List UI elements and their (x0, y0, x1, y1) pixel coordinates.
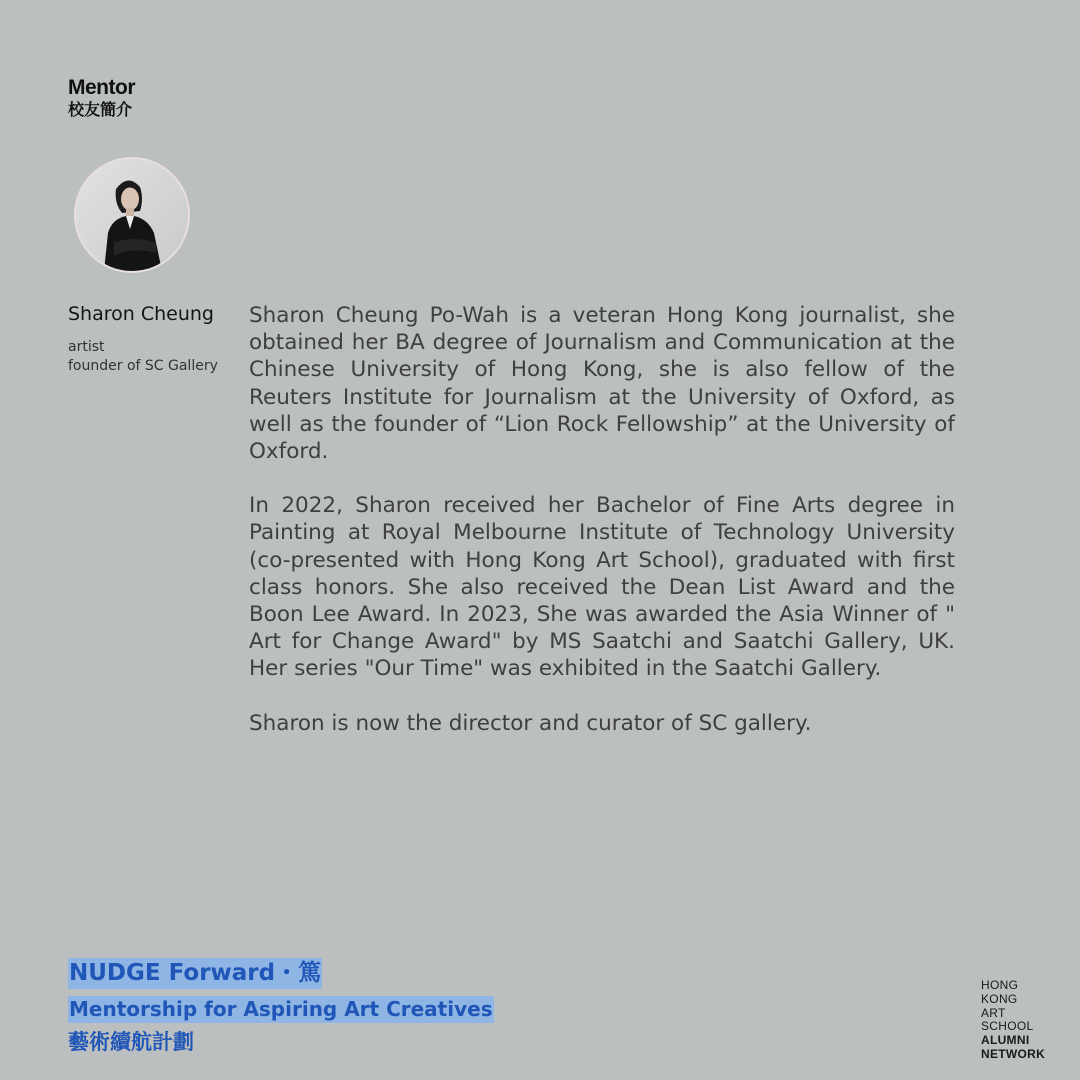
mentor-name: Sharon Cheung (68, 303, 214, 325)
program-footer (68, 958, 494, 1057)
program-subtitle-en: Mentorship for Aspiring Art Creatives (69, 997, 493, 1021)
bio-paragraph: In 2022, Sharon received her Bachelor of Fine Arts degree in Painting at Royal Melbourne Institute of Technology University (co-presented with Hong Kong Art School), graduated with first class honors. She also received the Dean List Award and the Boon Lee Award. In 2023, She was awarded the Asia Winner of " Art for Change Award" by MS Saatchi and Saatchi Gallery, UK. Her series "Our Time" was exhibited in the Saatchi Gallery. (249, 493, 955, 682)
mentor-info (68, 300, 240, 376)
program-subtitle-zh: 藝術續航計劃 (68, 1030, 194, 1054)
mentor-biography (249, 302, 955, 764)
logo-line-bold: ALUMNI (981, 1033, 1030, 1048)
page-header (68, 76, 135, 120)
logo-line: KONG (981, 991, 1018, 1006)
alumni-network-logo (981, 979, 1045, 1062)
bio-paragraph: Sharon Cheung Po-Wah is a veteran Hong Kong journalist, she obtained her BA degree of Journalism and Communication at the Chinese University of Hong Kong, she is also fellow of the Reuters Institute for Journalism at the University of Oxford, as well as the founder of “Lion Rock Fellowship” at the University of Oxford. (249, 303, 955, 465)
logo-line: HONG (981, 978, 1019, 992)
mentor-role: founder of SC Gallery (68, 358, 218, 374)
logo-line-bold: NETWORK (981, 1046, 1046, 1061)
bio-paragraph: Sharon is now the director and curator of SC gallery. (249, 710, 812, 736)
logo-line: ART (981, 1005, 1006, 1020)
portrait-photo-icon (76, 159, 188, 271)
mentor-role: artist (68, 339, 105, 355)
logo-line: SCHOOL (981, 1019, 1034, 1034)
header-title-zh: 校友簡介 (68, 100, 133, 119)
header-title-en: Mentor (68, 76, 135, 99)
mentor-portrait-icon (74, 157, 190, 273)
program-title: NUDGE Forward・篤 (68, 958, 322, 989)
